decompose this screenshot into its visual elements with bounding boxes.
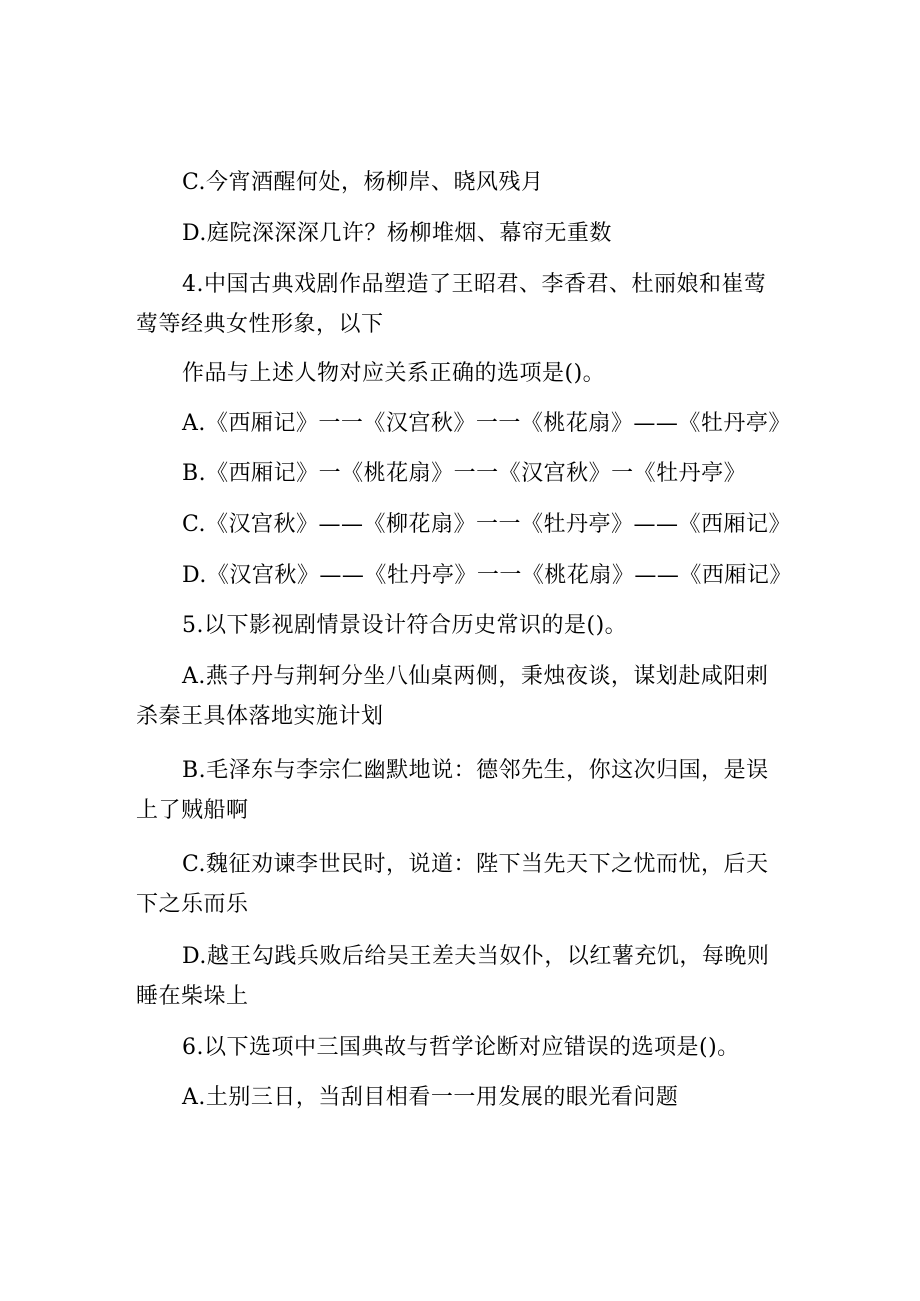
option-5a-line-2: 杀秦王具体落地实施计划	[136, 704, 384, 729]
question-4-line-1: 4.中国古典戏剧作品塑造了王昭君、李香君、杜丽娘和崔莺	[182, 272, 767, 297]
option-4b: B.《西厢记》一《桃花扇》一一《汉宫秋》一《牡丹亭》	[182, 461, 747, 486]
option-5b-line-2: 上了贼船啊	[136, 798, 249, 823]
option-3c: C.今宵酒醒何处，杨柳岸、晓风残月	[182, 170, 544, 195]
question-4-line-3: 作品与上述人物对应关系正确的选项是()。	[182, 361, 606, 386]
option-6a: A.土别三日，当刮目相看一一用发展的眼光看问题	[182, 1085, 679, 1110]
option-3d: D.庭院深深深几许？杨柳堆烟、幕帘无重数	[182, 221, 612, 246]
question-5: 5.以下影视剧情景设计符合历史常识的是()。	[182, 613, 628, 638]
option-5c-line-1: C.魏征劝谏李世民时，说道：陛下当先天下之忧而忧，后天	[182, 852, 769, 877]
option-5d-line-2: 睡在柴垛上	[136, 984, 249, 1009]
option-4d: D.《汉宫秋》——《牡丹亭》一一《桃花扇》——《西厢记》	[182, 563, 792, 588]
option-5a-line-1: A.燕子丹与荆轲分坐八仙桌两侧，秉烛夜谈，谋划赴咸阳刺	[182, 664, 769, 689]
option-4c: C.《汉宫秋》——《柳花扇》一一《牡丹亭》——《西厢记》	[182, 512, 792, 537]
question-6: 6.以下选项中三国典故与哲学论断对应错误的选项是()。	[182, 1035, 740, 1060]
option-5d-line-1: D.越王勾践兵败后给吴王差夫当奴仆，以红薯充饥，每晚则	[182, 944, 770, 969]
option-5c-line-2: 下之乐而乐	[136, 892, 249, 917]
option-5b-line-1: B.毛泽东与李宗仁幽默地说：德邻先生，你这次归国，是误	[182, 758, 769, 783]
option-4a: A.《西厢记》一一《汉宫秋》一一《桃花扇》——《牡丹亭》	[182, 411, 791, 436]
question-4-line-2: 莺等经典女性形象，以下	[136, 312, 384, 337]
